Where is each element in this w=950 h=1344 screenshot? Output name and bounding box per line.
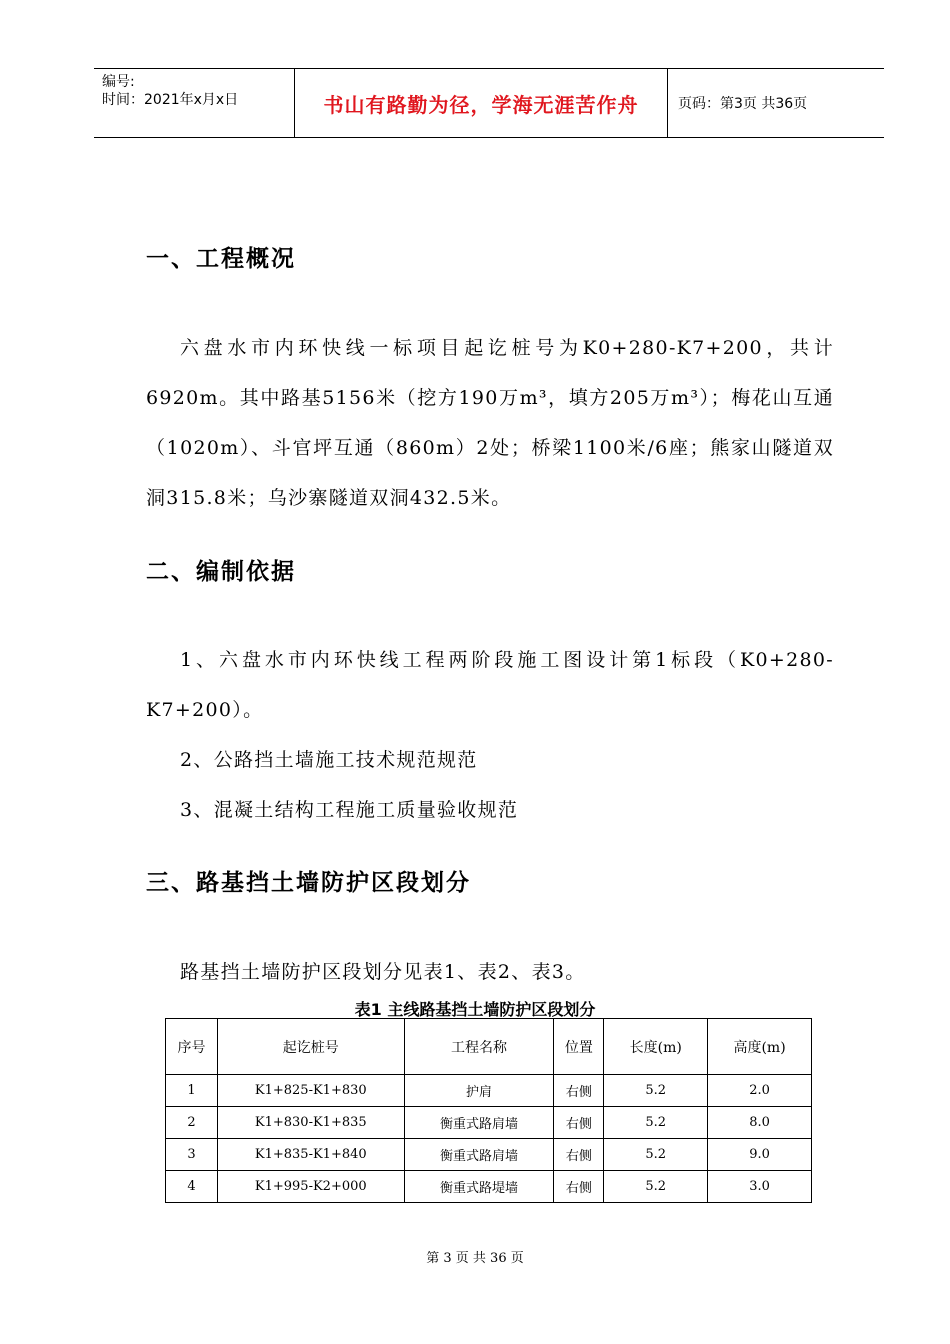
- page-footer: 第 3 页 共 36 页: [426, 1251, 524, 1266]
- table-cell: 8.0: [708, 1107, 812, 1139]
- section-2-title: 二、编制依据: [146, 559, 296, 585]
- table-cell: 1: [166, 1075, 218, 1107]
- table-row: [166, 1139, 812, 1171]
- table-cell: 护肩: [404, 1075, 554, 1107]
- header-cell: 起讫桩号: [217, 1019, 404, 1075]
- table-row: [166, 1107, 812, 1139]
- table-cell: 5.2: [604, 1107, 708, 1139]
- table-cell: 3: [166, 1139, 218, 1171]
- table-cell: 2: [166, 1107, 218, 1139]
- table-cell: K1+835-K1+840: [217, 1139, 404, 1171]
- segment-table: [165, 1018, 812, 1203]
- header-cell: 高度(m): [708, 1019, 812, 1075]
- table-cell: 右侧: [554, 1075, 604, 1107]
- header-page-label: 页码：第3页 共36页: [678, 96, 808, 112]
- header-meta: [94, 69, 294, 137]
- table-cell: 3.0: [708, 1171, 812, 1203]
- header-motto: 书山有路勤为径，学海无涯苦作舟: [294, 69, 668, 137]
- section-1-title: 一、工程概况: [146, 246, 296, 272]
- table-cell: 衡重式路肩墙: [404, 1107, 554, 1139]
- table-cell: 右侧: [554, 1171, 604, 1203]
- header-cell: 工程名称: [404, 1019, 554, 1075]
- section-2-item-3: 3、混凝土结构工程施工质量验收规范: [180, 799, 519, 821]
- table-cell: K1+995-K2+000: [217, 1171, 404, 1203]
- header-cell: 序号: [166, 1019, 218, 1075]
- table-row: [166, 1075, 812, 1107]
- table-cell: 5.2: [604, 1075, 708, 1107]
- header-cell: 长度(m): [604, 1019, 708, 1075]
- section-2-item-2: 2、公路挡土墙施工技术规范规范: [180, 749, 478, 771]
- section-2-item-1: 1、六盘水市内环快线工程两阶段施工图设计第1标段（K0+280-K7+200）。: [146, 649, 834, 721]
- document-date-label: 时间：2021年x月x日: [102, 92, 239, 108]
- table-cell: 右侧: [554, 1139, 604, 1171]
- table-row: [166, 1171, 812, 1203]
- table-cell: 2.0: [708, 1075, 812, 1107]
- page-header: [94, 68, 884, 138]
- section-1-body: 六盘水市内环快线一标项目起讫桩号为K0+280-K7+200，共计6920m。其中路基5156米（挖方190万m³，填方205万m³）；梅花山互通（1020m）、斗官坪互通（860m）2处；桥梁1100米/6座；熊家山隧道双洞315.8米；乌沙寨隧道双洞432.5米。: [146, 337, 834, 509]
- section-3-title: 三、路基挡土墙防护区段划分: [146, 870, 471, 896]
- table-cell: 衡重式路堤墙: [404, 1171, 554, 1203]
- table-cell: 5.2: [604, 1171, 708, 1203]
- table-caption: 表1 主线路基挡土墙防护区段划分: [354, 1000, 596, 1019]
- table-cell: K1+830-K1+835: [217, 1107, 404, 1139]
- table-cell: 9.0: [708, 1139, 812, 1171]
- table-header-row: [166, 1019, 812, 1075]
- table-cell: 右侧: [554, 1107, 604, 1139]
- section-3-intro: 路基挡土墙防护区段划分见表1、表2、表3。: [180, 961, 586, 983]
- header-cell: 位置: [554, 1019, 604, 1075]
- table-cell: 5.2: [604, 1139, 708, 1171]
- document-number-label: 编号:: [102, 74, 135, 90]
- table-cell: 衡重式路肩墙: [404, 1139, 554, 1171]
- table-cell: K1+825-K1+830: [217, 1075, 404, 1107]
- table-cell: 4: [166, 1171, 218, 1203]
